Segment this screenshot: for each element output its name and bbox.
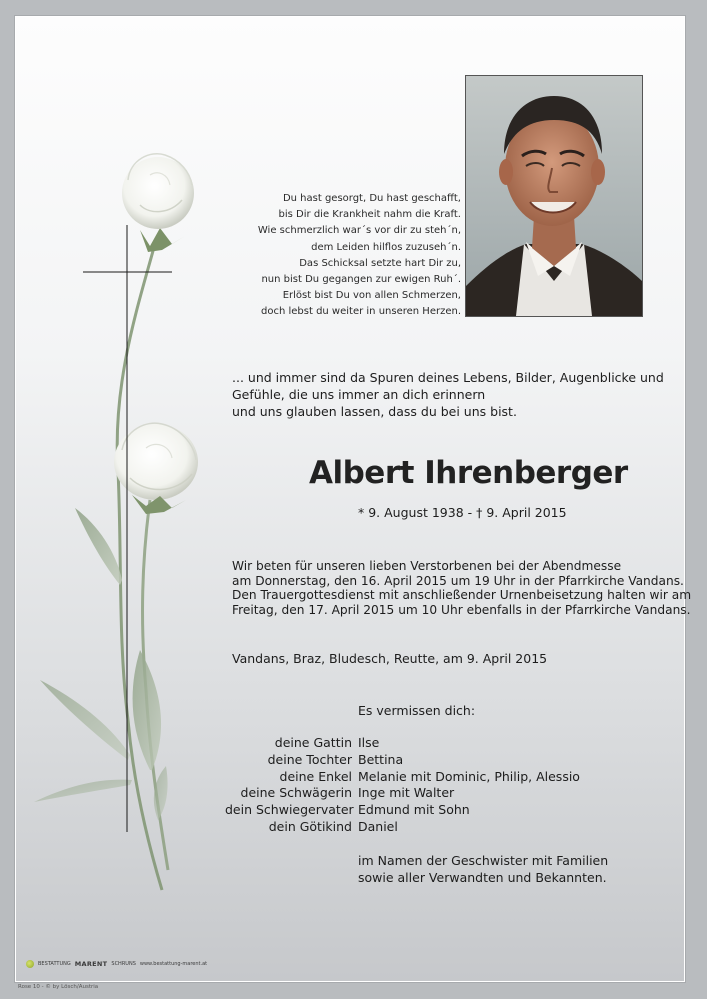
mourner-names: Inge mit Walter [358, 785, 455, 801]
place-and-date: Vandans, Braz, Bludesch, Reutte, am 9. April 2015 [232, 651, 548, 666]
life-dates: * 9. August 1938 - † 9. April 2015 [358, 505, 567, 520]
mourner-row [225, 752, 580, 769]
intro-line: ... und immer sind da Spuren deines Lebens, Bilder, Augenblicke und [232, 370, 664, 385]
footer-brand: MARENT [74, 960, 108, 968]
intro-text [232, 369, 664, 420]
poem-line: Das Schicksal setzte hart Dir zu, [299, 257, 461, 269]
mourner-relation: dein Götikind [268, 818, 352, 834]
mourner-relation: deine Gattin [274, 735, 352, 750]
intro-line: Gefühle, die uns immer an dich erinnern [232, 387, 486, 402]
mourners-list [225, 735, 580, 836]
mourner-relation: deine Schwägerin [240, 785, 352, 801]
closing-text [358, 852, 608, 886]
closing-line: sowie aller Verwandten und Bekannten. [358, 870, 607, 885]
mourner-relation: deine Tochter [267, 751, 352, 767]
mourner-names: Daniel [358, 818, 398, 834]
mourner-names: Edmund mit Sohn [358, 802, 470, 818]
footer-town: SCHRUNS [111, 961, 136, 967]
mourner-names: Melanie mit Dominic, Philip, Alessio [358, 768, 580, 784]
service-line: Wir beten für unseren lieben Verstorbenen bei der Abendmesse [232, 559, 622, 573]
poem-line: doch lebst du weiter in unseren Herzen. [261, 306, 461, 318]
footer-prefix: BESTATTUNG [38, 961, 71, 967]
mourner-row [225, 769, 580, 786]
funeral-home-logo-icon [26, 960, 34, 968]
poem-line: bis Dir die Krankheit nahm die Kraft. [278, 209, 461, 221]
poem [161, 191, 461, 321]
service-line: Freitag, den 17. April 2015 um 10 Uhr ebenfalls in der Pfarrkirche Vandans. [232, 602, 691, 617]
closing-line: im Namen der Geschwister mit Familien [358, 853, 609, 868]
design-credit: Rose 10 - © by Lösch/Austria [18, 984, 99, 990]
mourner-relation: dein Schwiegervater [225, 802, 354, 818]
portrait-photo [465, 75, 643, 317]
mourners-heading: Es vermissen dich: [358, 703, 476, 718]
service-line: Den Trauergottesdienst mit anschließender Urnenbeisetzung halten wir am [232, 588, 692, 603]
service-line: am Donnerstag, den 16. April 2015 um 19 Uhr in der Pfarrkirche Vandans. [232, 573, 684, 588]
service-announcement [232, 559, 692, 617]
mourner-row [225, 735, 580, 752]
poem-line: Erlöst bist Du von allen Schmerzen, [282, 290, 461, 302]
mourner-row [225, 802, 580, 819]
intro-line: und uns glauben lassen, dass du bei uns bist. [232, 404, 517, 419]
funeral-home-footer [26, 960, 207, 968]
mourner-names: Bettina [358, 751, 404, 767]
poem-line: Wie schmerzlich war´s vor dir zu steh´n, [257, 225, 461, 237]
poem-line: dem Leiden hilflos zuzuseh´n. [311, 241, 461, 253]
deceased-name: Albert Ihrenberger [309, 455, 628, 491]
footer-url[interactable]: www.bestattung-marent.at [139, 961, 208, 967]
mourner-relation: deine Enkel [279, 768, 352, 784]
poem-line: Du hast gesorgt, Du hast geschafft, [282, 193, 461, 204]
mourner-names: Ilse [358, 735, 380, 750]
poem-line: nun bist Du gegangen zur ewigen Ruh´. [261, 274, 461, 286]
mourner-row [225, 785, 580, 802]
mourner-row [225, 819, 580, 836]
